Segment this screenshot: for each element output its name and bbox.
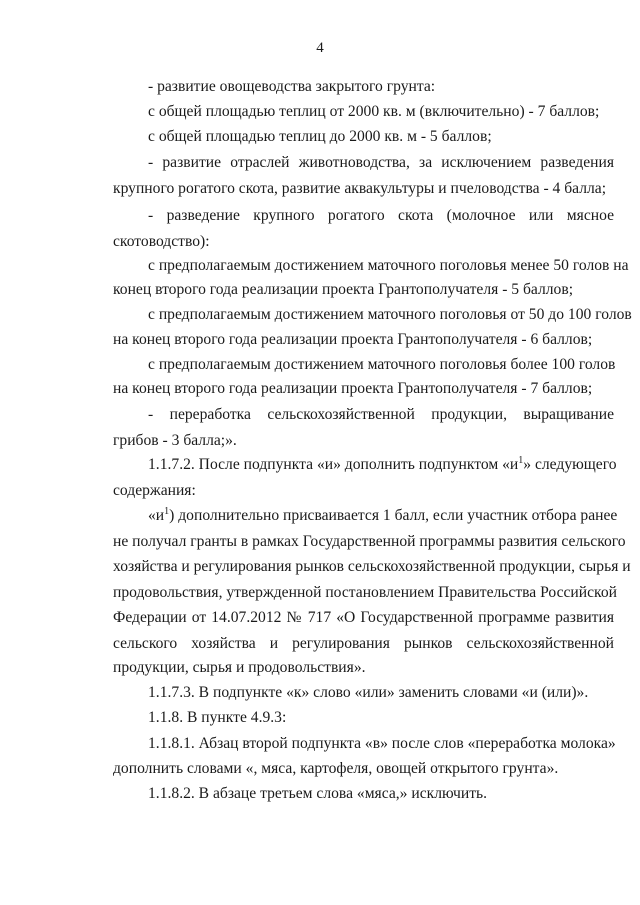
text-line: Федерации от 14.07.2012 № 717 «О Государственной программе развития bbox=[113, 609, 614, 626]
text-line: 1.1.8.2. В абзаце третьем слова «мяса,» исключить. bbox=[148, 785, 488, 802]
text-line: сельского хозяйства и регулирования рынков сельскохозяйственной bbox=[113, 635, 614, 652]
text-line: продовольствия, утвержденной постановлением Правительства Российской bbox=[113, 584, 617, 601]
text-line: содержания: bbox=[113, 482, 196, 499]
text-line: 1.1.8. В пункте 4.9.3: bbox=[148, 709, 287, 726]
text-line: 1.1.8.1. Абзац второй подпункта «в» после слов «переработка молока» bbox=[148, 735, 616, 752]
page-number: 4 bbox=[316, 40, 324, 56]
text-line: с предполагаемым достижением маточного поголовья более 100 голов bbox=[148, 356, 616, 373]
text-line: крупного рогатого скота, развитие аквакультуры и пчеловодства - 4 балла; bbox=[113, 180, 607, 197]
text-line: - развитие отраслей животноводства, за исключением разведения bbox=[148, 154, 614, 171]
text-line: 1.1.7.3. В подпункте «к» слово «или» заменить словами «и (или)». bbox=[148, 684, 589, 701]
text-line: с общей площадью теплиц до 2000 кв. м - 5 баллов; bbox=[148, 128, 492, 145]
text-line: с общей площадью теплиц от 2000 кв. м (включительно) - 7 баллов; bbox=[148, 103, 600, 120]
text-line: дополнить словами «, мяса, картофеля, овощей открытого грунта». bbox=[113, 760, 559, 777]
text-line: на конец второго года реализации проекта Грантополучателя - 7 баллов; bbox=[113, 380, 593, 397]
text-line: 1.1.7.2. После подпункта «и» дополнить подпунктом «$и^1$» следующего bbox=[148, 454, 617, 473]
text-line: продукции, сырья и продовольствия». bbox=[113, 659, 366, 676]
text-line: хозяйства и регулирования рынков сельскохозяйственной продукции, сырья и bbox=[113, 558, 631, 575]
text-line: на конец второго года реализации проекта Грантополучателя - 6 баллов; bbox=[113, 331, 593, 348]
text-line: конец второго года реализации проекта Грантополучателя - 5 баллов; bbox=[113, 281, 574, 298]
text-line: скотоводство): bbox=[113, 233, 210, 250]
text-line: с предполагаемым достижением маточного поголовья менее 50 голов на bbox=[148, 257, 629, 274]
text-line: - переработка сельскохозяйственной продукции, выращивание bbox=[148, 406, 614, 423]
text-line: «$и^1$) дополнительно присваивается 1 балл, если участник отбора ранее bbox=[148, 505, 618, 524]
text-line: - развитие овощеводства закрытого грунта: bbox=[148, 78, 436, 95]
text-line: с предполагаемым достижением маточного поголовья от 50 до 100 голов bbox=[148, 306, 632, 323]
text-line: грибов - 3 балла;». bbox=[113, 432, 237, 449]
text-line: не получал гранты в рамках Государственной программы развития сельского bbox=[113, 533, 626, 550]
text-line: - разведение крупного рогатого скота (молочное или мясное bbox=[148, 207, 614, 224]
